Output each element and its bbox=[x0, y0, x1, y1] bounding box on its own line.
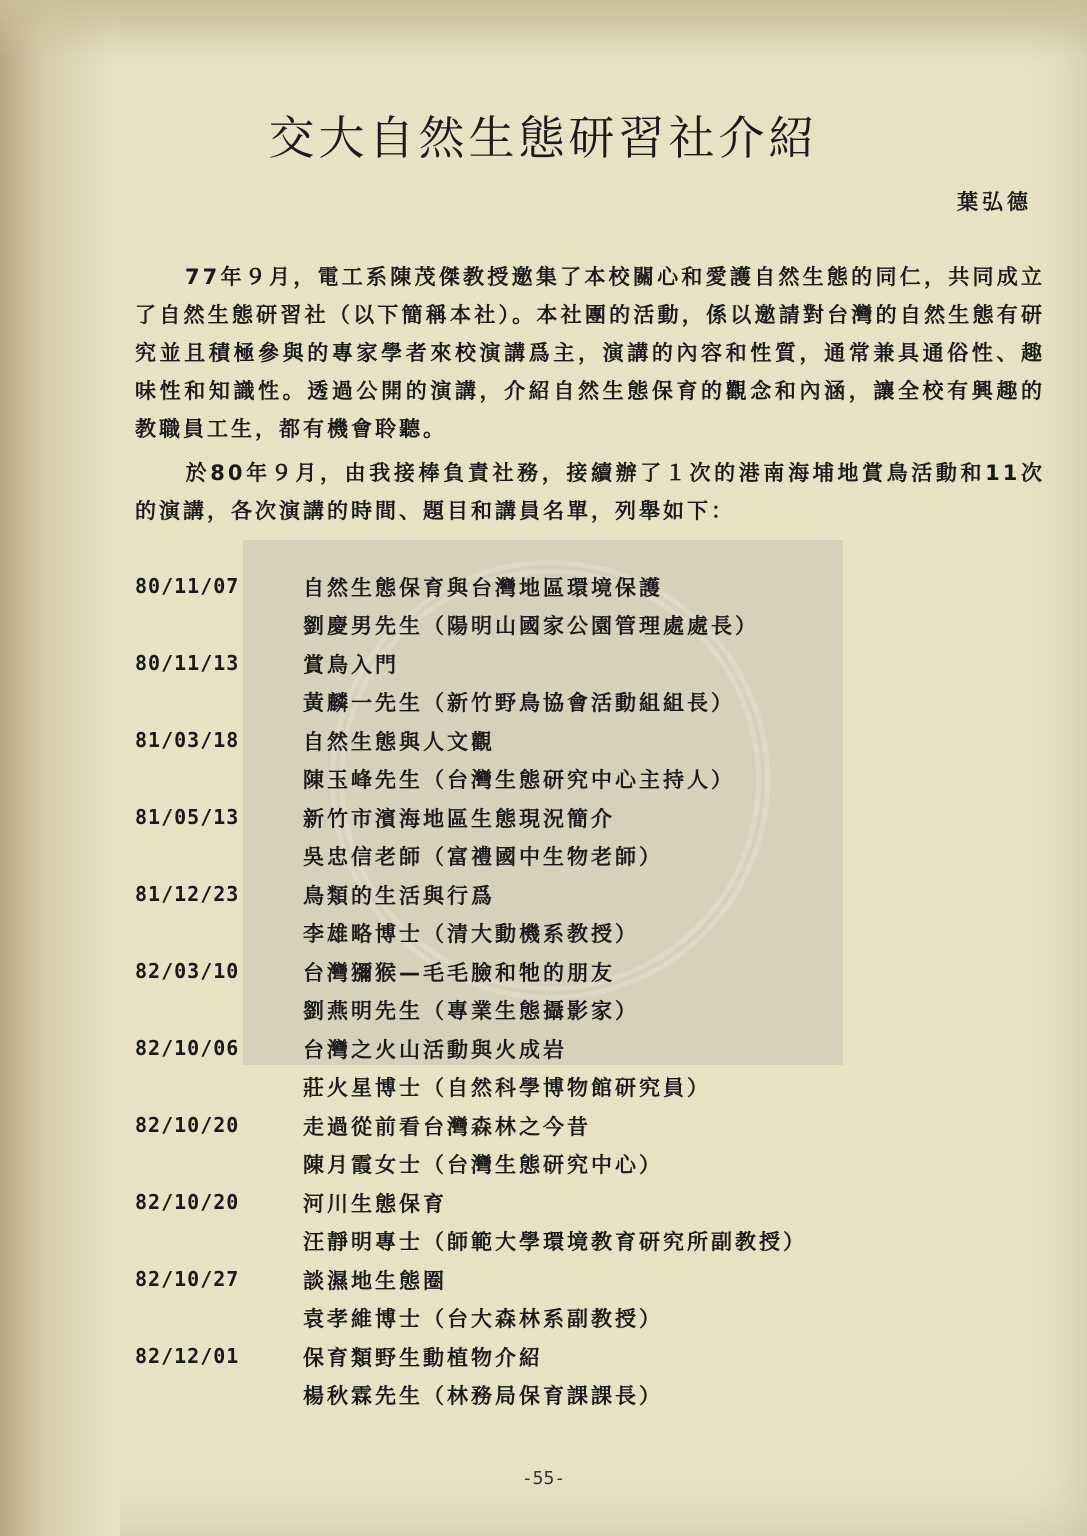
page-top-shadow bbox=[0, 0, 1087, 60]
lecture-item bbox=[135, 1263, 1055, 1340]
lecture-date: 82/03/10 bbox=[135, 959, 240, 983]
lecture-speaker: 袁孝維博士（台大森林系副教授） bbox=[303, 1307, 663, 1331]
lecture-date: 82/10/06 bbox=[135, 1036, 240, 1060]
lecture-item bbox=[135, 570, 1055, 647]
lecture-topic: 台灣之火山活動與火成岩 bbox=[303, 1038, 567, 1062]
lecture-topic: 走過從前看台灣森林之今昔 bbox=[303, 1115, 591, 1139]
lecture-speaker: 黃麟一先生（新竹野鳥協會活動組組長） bbox=[303, 691, 735, 715]
lecture-date: 82/10/20 bbox=[135, 1190, 240, 1214]
lecture-topic: 自然生態保育與台灣地區環境保護 bbox=[303, 576, 663, 600]
page-title: 交大自然生態研習社介紹 bbox=[268, 111, 819, 165]
lecture-item bbox=[135, 878, 1055, 955]
lecture-speaker: 汪靜明專士（師範大學環境教育研究所副教授） bbox=[303, 1230, 807, 1254]
second-paragraph bbox=[135, 454, 1045, 530]
lecture-item bbox=[135, 647, 1055, 724]
page-binding-edge bbox=[0, 0, 120, 1536]
lecture-date: 81/12/23 bbox=[135, 882, 240, 906]
lecture-topic: 賞鳥入門 bbox=[303, 653, 399, 677]
lecture-date: 80/11/07 bbox=[135, 574, 240, 598]
lecture-date: 81/05/13 bbox=[135, 805, 240, 829]
lecture-date: 82/10/20 bbox=[135, 1113, 240, 1137]
lecture-speaker: 劉燕明先生（專業生態攝影家） bbox=[303, 999, 639, 1023]
lecture-speaker: 陳玉峰先生（台灣生態研究中心主持人） bbox=[303, 768, 735, 792]
lecture-item bbox=[135, 1109, 1055, 1186]
lecture-topic: 新竹市濱海地區生態現況簡介 bbox=[303, 807, 615, 831]
lecture-date: 80/11/13 bbox=[135, 651, 240, 675]
lecture-item bbox=[135, 801, 1055, 878]
lecture-speaker: 李雄略博士（清大動機系教授） bbox=[303, 922, 639, 946]
lecture-topic: 自然生態與人文觀 bbox=[303, 730, 495, 754]
lecture-speaker: 陳月霞女士（台灣生態研究中心） bbox=[303, 1153, 663, 1177]
intro-paragraph bbox=[135, 258, 1045, 448]
lecture-topic: 談濕地生態圈 bbox=[303, 1269, 447, 1293]
lecture-topic: 鳥類的生活與行爲 bbox=[303, 884, 495, 908]
lecture-speaker: 劉慶男先生（陽明山國家公園管理處處長） bbox=[303, 614, 759, 638]
lecture-item bbox=[135, 955, 1055, 1032]
lecture-topic: 河川生態保育 bbox=[303, 1192, 447, 1216]
lecture-topic: 台灣獼猴—毛毛臉和牠的朋友 bbox=[303, 961, 615, 985]
author-name: 葉弘德 bbox=[957, 190, 1032, 214]
lecture-date: 81/03/18 bbox=[135, 728, 240, 752]
lecture-list bbox=[135, 570, 1055, 1417]
lecture-item bbox=[135, 724, 1055, 801]
lecture-speaker: 吳忠信老師（富禮國中生物老師） bbox=[303, 845, 663, 869]
lecture-date: 82/10/27 bbox=[135, 1267, 240, 1291]
lecture-item bbox=[135, 1340, 1055, 1417]
lecture-topic: 保育類野生動植物介紹 bbox=[303, 1346, 543, 1370]
intro-paragraph-text: 77年９月，電工系陳茂傑教授邀集了本校關心和愛護自然生態的同仁，共同成立了自然生態研習社（以下簡稱本社）。本社團的活動，係以邀請對台灣的自然生態有研究並且積極參與的專家學者來校演講爲主，演講的內容和性質，通常兼具通俗性、趣味性和知識性。透過公開的演講，介紹自然生態保育的觀念和內涵，讓全校有興趣的教職員工生，都有機會聆聽。 bbox=[135, 265, 1045, 441]
page-number: -55- bbox=[521, 1468, 566, 1489]
second-paragraph-text: 於80年９月，由我接棒負責社務，接續辦了１次的港南海埔地賞鳥活動和11次的演講，各次演講的時間、題目和講員名單，列舉如下： bbox=[135, 461, 1045, 523]
lecture-speaker: 莊火星博士（自然科學博物館研究員） bbox=[303, 1076, 711, 1100]
lecture-item bbox=[135, 1186, 1055, 1263]
lecture-item bbox=[135, 1032, 1055, 1109]
lecture-date: 82/12/01 bbox=[135, 1344, 240, 1368]
lecture-speaker: 楊秋霖先生（林務局保育課課長） bbox=[303, 1384, 663, 1408]
